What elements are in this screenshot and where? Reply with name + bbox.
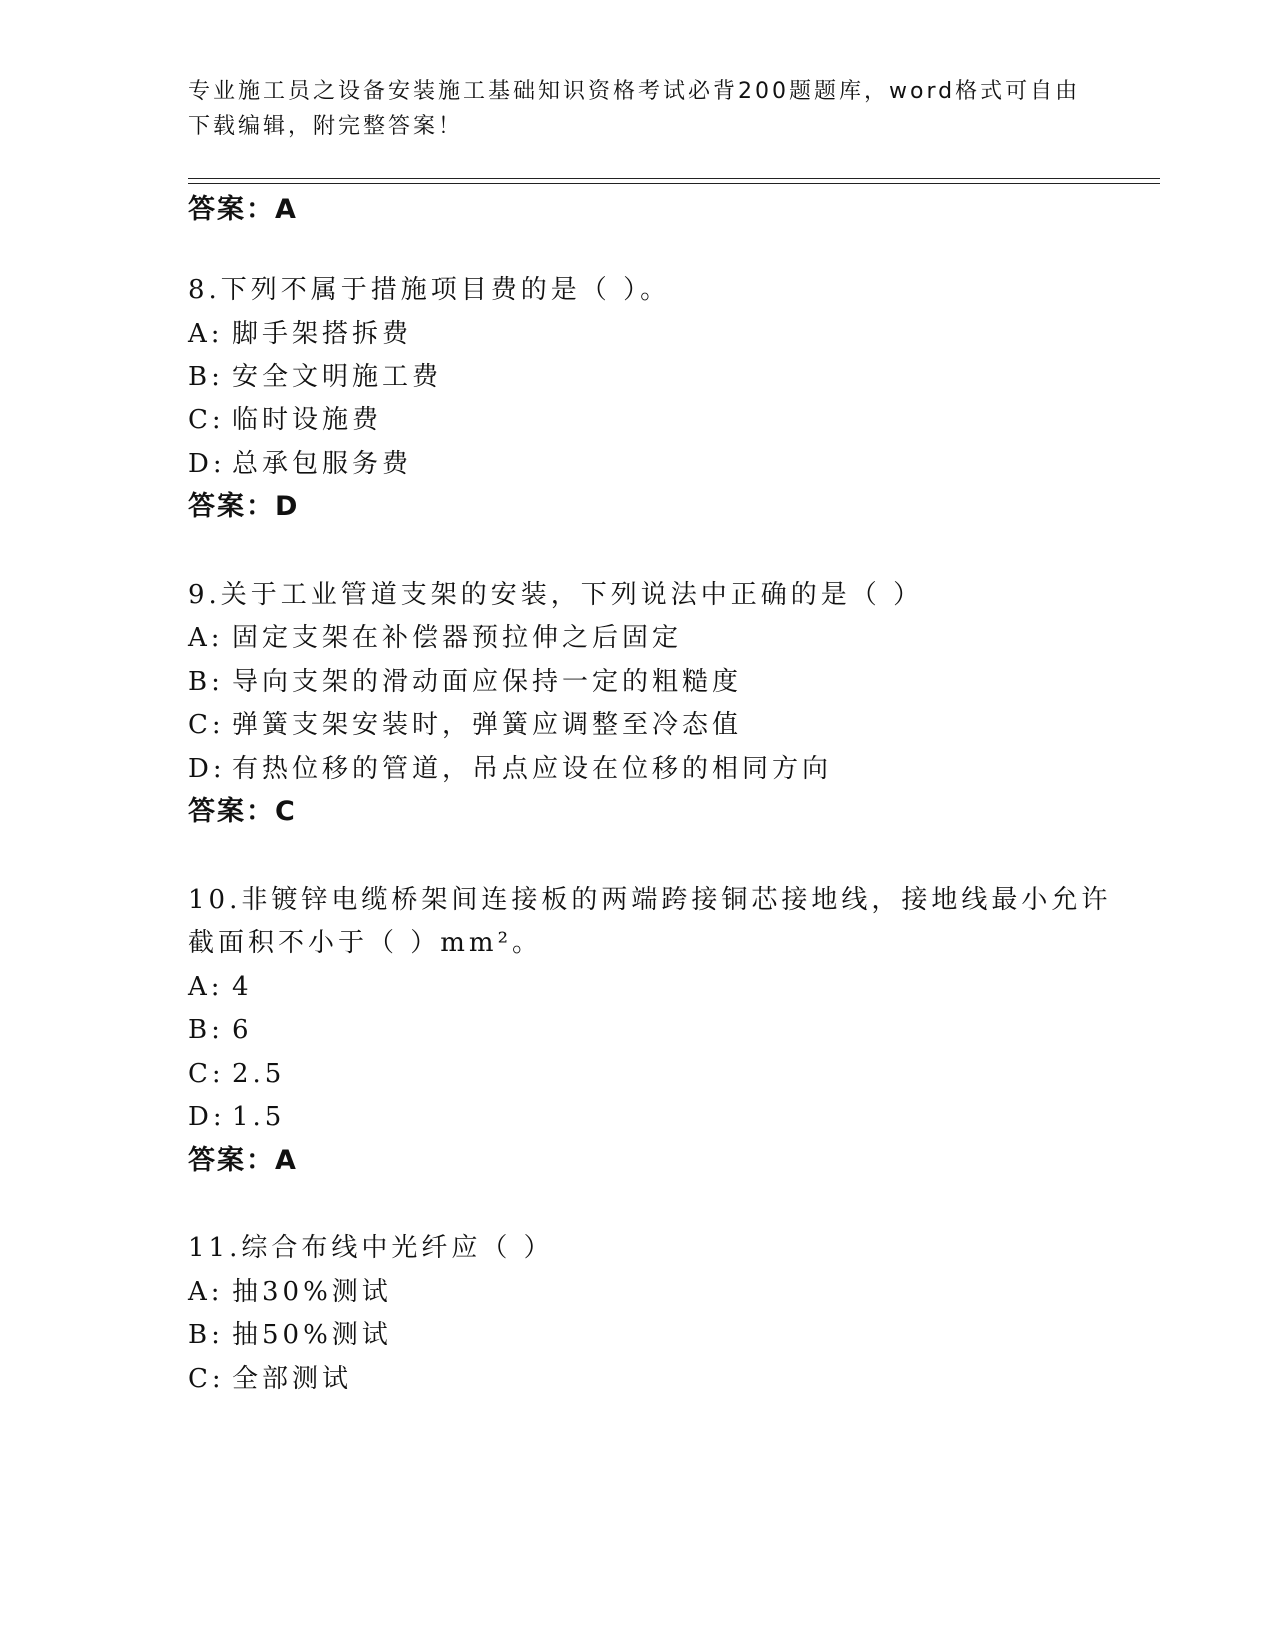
- option-text: 2.5: [232, 1059, 286, 1089]
- option-label: B:: [188, 362, 224, 392]
- option-text: 4: [232, 972, 253, 1002]
- answer-label: 答案：: [188, 796, 275, 827]
- option-label: A:: [188, 972, 224, 1002]
- option-label: C:: [188, 1364, 225, 1394]
- option-text: 1.5: [232, 1102, 286, 1132]
- answer-line: [188, 1143, 298, 1179]
- option-text: 6: [232, 1015, 253, 1045]
- option-d: [188, 751, 832, 787]
- option-label: D:: [188, 1102, 226, 1132]
- option-text: 弹簧支架安装时，弹簧应调整至冷态值: [232, 710, 743, 740]
- option-a: [188, 620, 682, 656]
- option-d: [188, 446, 412, 482]
- option-label: D:: [188, 754, 226, 784]
- option-text: 抽50%测试: [232, 1320, 392, 1350]
- option-label: B:: [188, 1320, 224, 1350]
- question-stem: 8.下列不属于措施项目费的是（ ）。: [188, 275, 671, 305]
- question-stem: 11.综合布线中光纤应（ ）: [188, 1233, 554, 1263]
- option-text: 安全文明施工费: [232, 362, 443, 392]
- answer-label: 答案：: [188, 1145, 275, 1176]
- option-c: [188, 1056, 285, 1092]
- option-c: [188, 1361, 352, 1397]
- answer-value: C: [275, 796, 297, 827]
- option-a: [188, 316, 412, 352]
- option-b: [188, 359, 442, 395]
- document-header: [188, 74, 1088, 144]
- option-c: [188, 707, 742, 743]
- option-a: [188, 1274, 392, 1310]
- answer-value: D: [275, 491, 300, 522]
- question-stem-continued: 截面积不小于（ ）mm²。: [188, 928, 542, 958]
- answer-value: A: [275, 194, 298, 225]
- option-label: C:: [188, 710, 225, 740]
- answer-value: A: [275, 1145, 298, 1176]
- option-b: [188, 664, 742, 700]
- option-text: 固定支架在补偿器预拉伸之后固定: [232, 623, 683, 653]
- option-label: C:: [188, 405, 225, 435]
- answer-line: [188, 192, 298, 228]
- option-b: [188, 1012, 253, 1048]
- option-label: B:: [188, 667, 224, 697]
- option-label: A:: [188, 319, 224, 349]
- answer-line: [188, 489, 299, 525]
- option-text: 全部测试: [232, 1364, 353, 1394]
- option-label: A:: [188, 1277, 224, 1307]
- header-line-2: 下载编辑，附完整答案！: [188, 114, 464, 139]
- option-text: 脚手架搭拆费: [232, 319, 413, 349]
- answer-line: [188, 794, 297, 830]
- question-stem: 10.非镀锌电缆桥架间连接板的两端跨接铜芯接地线，接地线最小允许: [188, 885, 1112, 915]
- option-text: 导向支架的滑动面应保持一定的粗糙度: [232, 667, 743, 697]
- option-text: 有热位移的管道，吊点应设在位移的相同方向: [232, 754, 833, 784]
- header-divider-bottom: [188, 183, 1160, 184]
- header-divider-top: [188, 178, 1160, 179]
- question-stem: 9.关于工业管道支架的安装，下列说法中正确的是（ ）: [188, 580, 924, 610]
- option-label: A:: [188, 623, 224, 653]
- option-label: D:: [188, 449, 226, 479]
- option-text: 临时设施费: [232, 405, 383, 435]
- answer-label: 答案：: [188, 194, 275, 225]
- option-label: C:: [188, 1059, 225, 1089]
- option-text: 抽30%测试: [232, 1277, 392, 1307]
- header-line-1: 专业施工员之设备安装施工基础知识资格考试必背200题题库，word格式可自由: [188, 79, 1081, 104]
- option-d: [188, 1099, 285, 1135]
- answer-label: 答案：: [188, 491, 275, 522]
- option-label: B:: [188, 1015, 224, 1045]
- option-b: [188, 1317, 392, 1353]
- option-c: [188, 402, 382, 438]
- option-a: [188, 969, 253, 1005]
- option-text: 总承包服务费: [232, 449, 413, 479]
